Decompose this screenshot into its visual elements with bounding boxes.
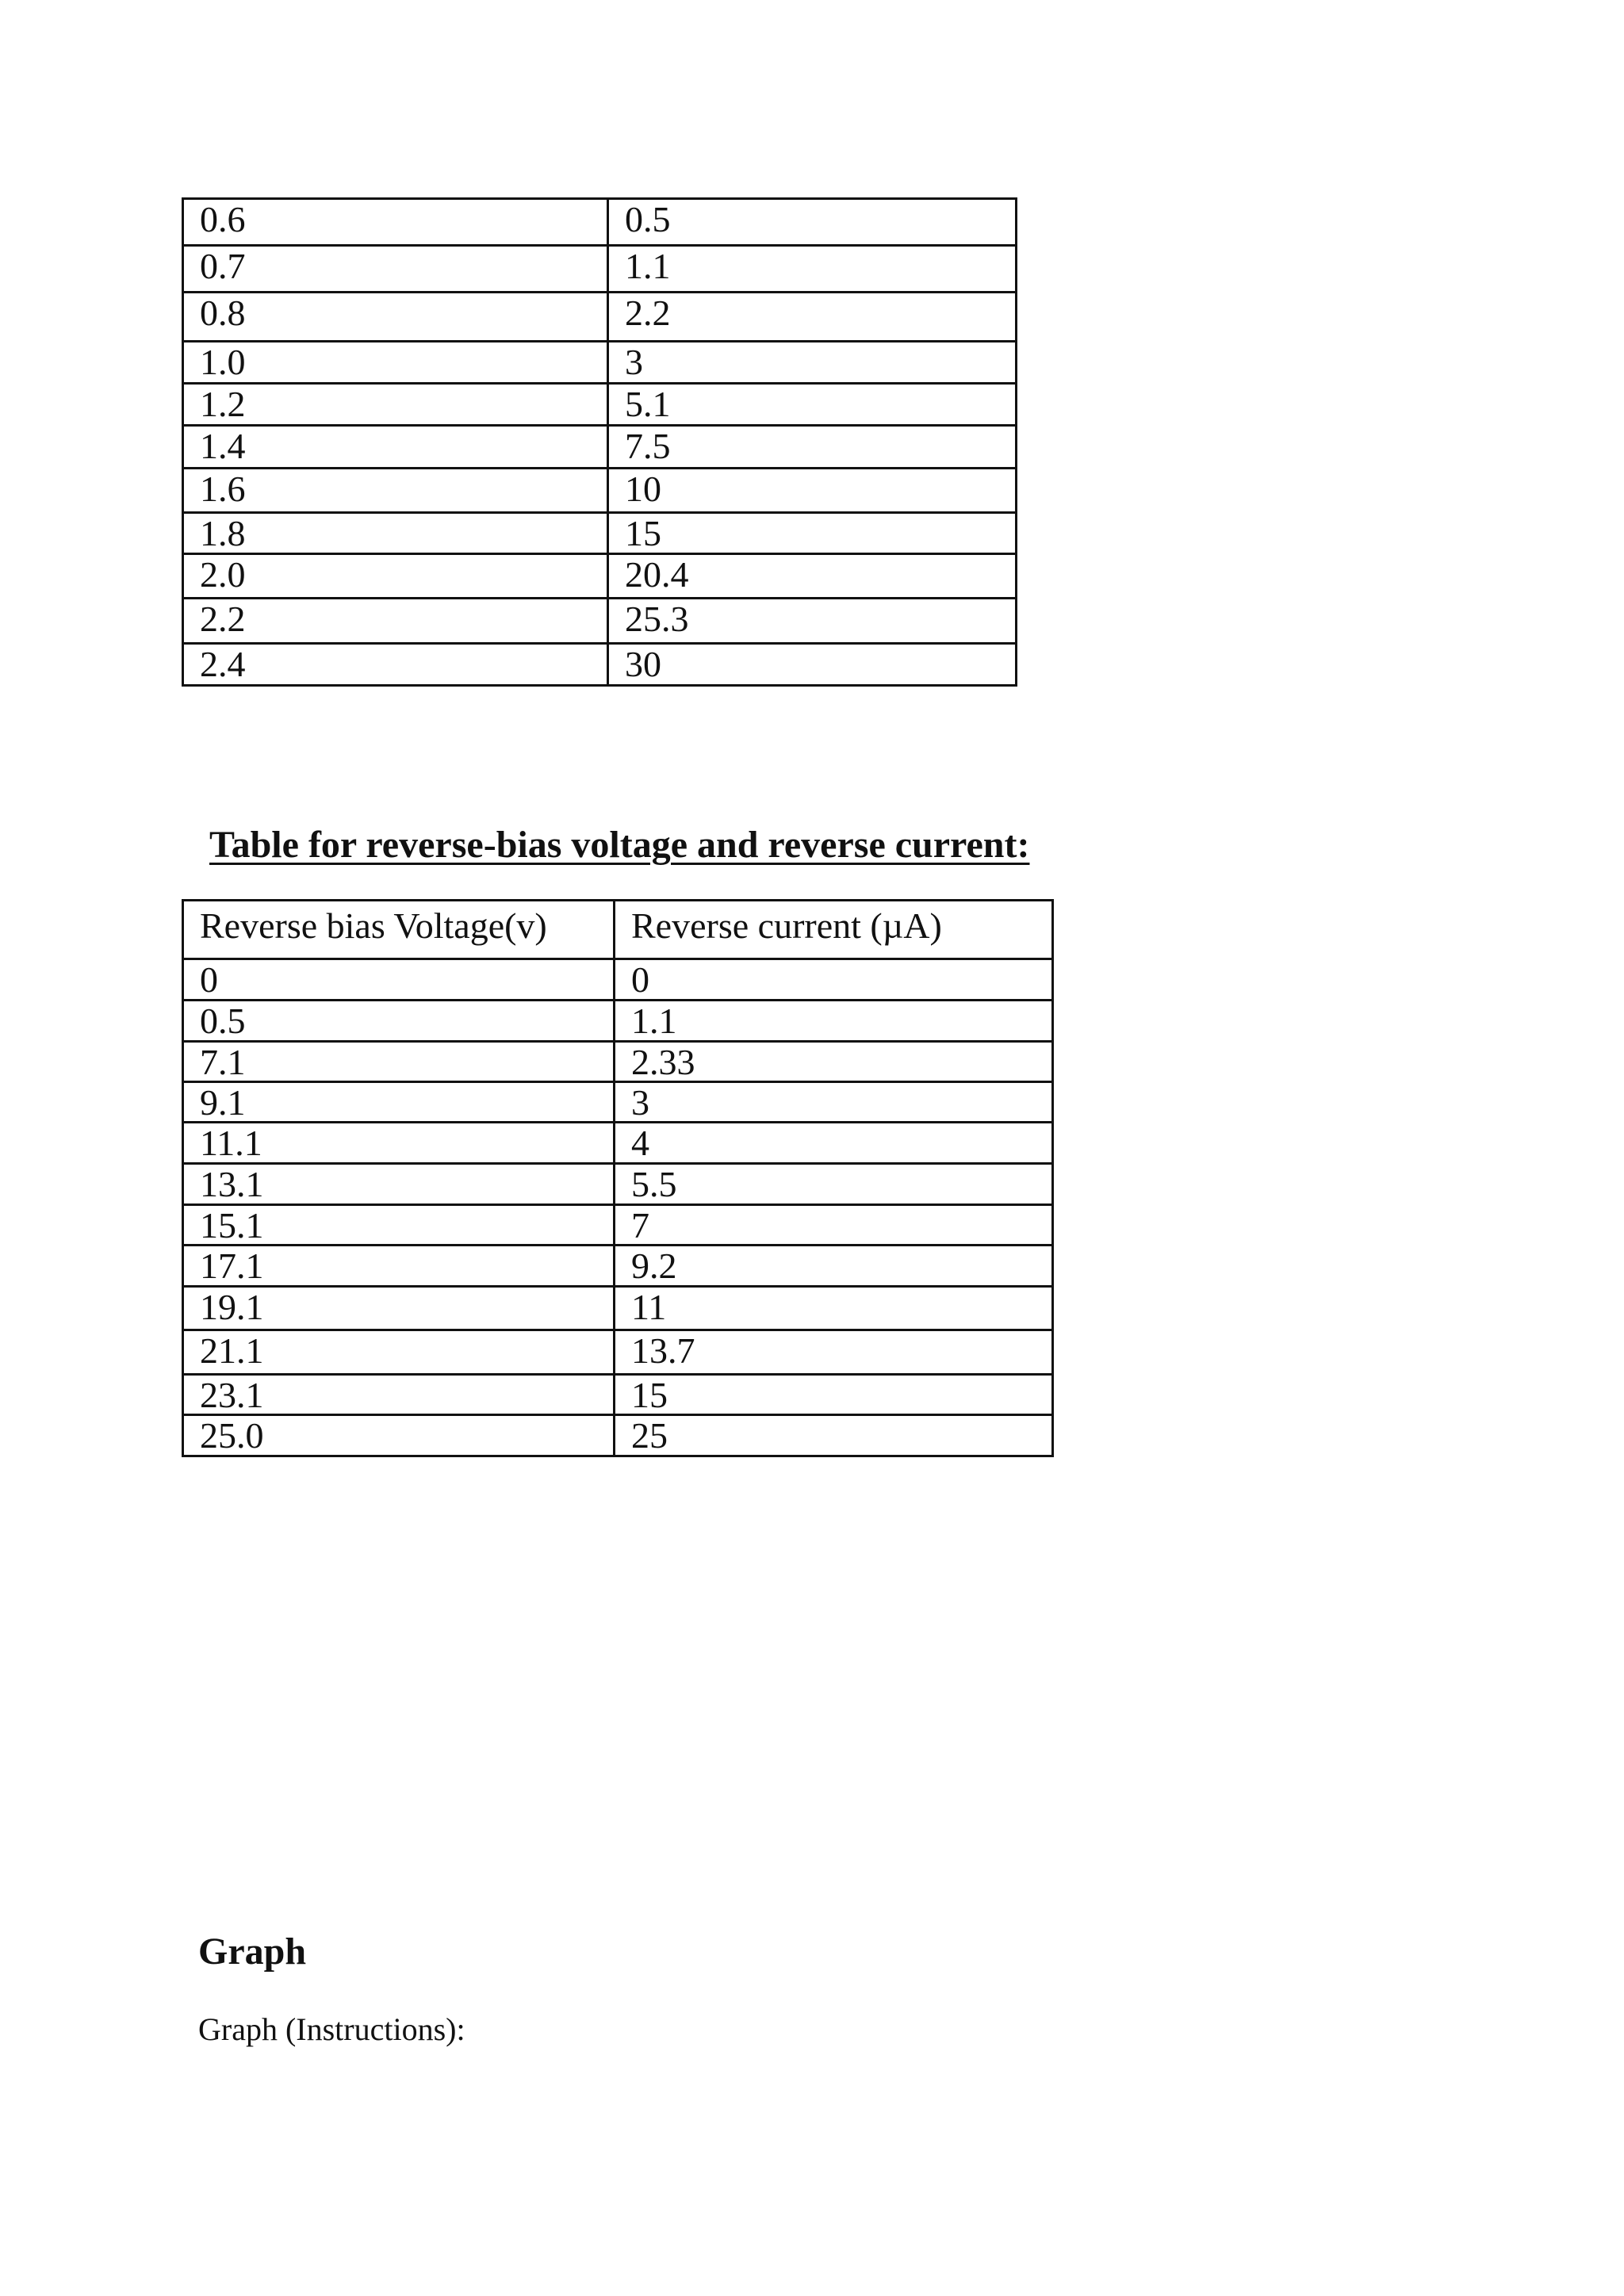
- cell-value: 1.1: [625, 246, 671, 286]
- header-cell-current: [615, 901, 1053, 959]
- cell-value: 5.1: [625, 384, 671, 424]
- table-row: [183, 246, 1017, 293]
- table-row: [183, 1123, 1053, 1164]
- current-cell: [615, 1042, 1053, 1082]
- current-cell: [608, 469, 1017, 513]
- cell-value: 2.33: [631, 1042, 695, 1082]
- table-row: [183, 554, 1017, 599]
- current-cell: [608, 199, 1017, 246]
- table-row: [183, 644, 1017, 686]
- cell-value: 0.8: [200, 293, 246, 333]
- forward-bias-table: [182, 197, 1017, 687]
- cell-value: 7: [631, 1205, 649, 1246]
- voltage-cell: [183, 246, 608, 293]
- cell-value: 11.1: [200, 1123, 262, 1163]
- cell-value: 15.1: [200, 1205, 264, 1246]
- voltage-cell: [183, 513, 608, 554]
- voltage-cell: [183, 1415, 615, 1456]
- cell-value: 2.4: [200, 644, 246, 684]
- current-cell: [615, 1001, 1053, 1042]
- cell-value: 1.4: [200, 426, 246, 466]
- cell-value: 9.2: [631, 1246, 677, 1286]
- reverse-table-header: [183, 901, 1053, 959]
- current-cell: [608, 342, 1017, 384]
- cell-value: 2.0: [200, 554, 246, 595]
- header-label: Reverse current (µA): [631, 905, 942, 946]
- voltage-cell: [183, 293, 608, 342]
- voltage-cell: [183, 1164, 615, 1205]
- cell-value: 2.2: [200, 599, 246, 639]
- reverse-bias-table: [182, 899, 1054, 1457]
- cell-value: 0: [200, 959, 218, 1000]
- current-cell: [608, 293, 1017, 342]
- cell-value: 15: [631, 1375, 668, 1415]
- voltage-cell: [183, 1082, 615, 1123]
- voltage-cell: [183, 1246, 615, 1287]
- table-row: [183, 1287, 1053, 1330]
- cell-value: 21.1: [200, 1330, 264, 1371]
- cell-value: 1.6: [200, 469, 246, 509]
- cell-value: 25.0: [200, 1415, 264, 1456]
- cell-value: 4: [631, 1123, 649, 1163]
- reverse-table-heading: Table for reverse-bias voltage and reverse current:: [209, 824, 1030, 866]
- graph-heading: Graph: [198, 1931, 307, 1973]
- voltage-cell: [183, 599, 608, 644]
- table-row: [183, 513, 1017, 554]
- current-cell: [615, 1123, 1053, 1164]
- cell-value: 23.1: [200, 1375, 264, 1415]
- current-cell: [615, 1287, 1053, 1330]
- cell-value: 7.5: [625, 426, 671, 466]
- header-cell-voltage: [183, 901, 615, 959]
- cell-value: 30: [625, 644, 661, 684]
- cell-value: 15: [625, 513, 661, 553]
- voltage-cell: [183, 1205, 615, 1246]
- cell-value: 25: [631, 1415, 668, 1456]
- current-cell: [608, 426, 1017, 469]
- cell-value: 10: [625, 469, 661, 509]
- cell-value: 17.1: [200, 1246, 264, 1286]
- table-row: [183, 959, 1053, 1001]
- voltage-cell: [183, 199, 608, 246]
- table-row: [183, 293, 1017, 342]
- table-row: [183, 1164, 1053, 1205]
- cell-value: 19.1: [200, 1287, 264, 1327]
- cell-value: 11: [631, 1287, 667, 1327]
- table-row: [183, 199, 1017, 246]
- voltage-cell: [183, 1042, 615, 1082]
- current-cell: [608, 644, 1017, 686]
- table-row: [183, 1205, 1053, 1246]
- cell-value: 25.3: [625, 599, 689, 639]
- table-row: [183, 1415, 1053, 1456]
- table-row: [183, 1330, 1053, 1375]
- header-label: Reverse bias Voltage(v): [200, 905, 547, 946]
- table-row: [183, 1042, 1053, 1082]
- voltage-cell: [183, 554, 608, 599]
- voltage-cell: [183, 469, 608, 513]
- cell-value: 5.5: [631, 1164, 677, 1204]
- current-cell: [615, 1082, 1053, 1123]
- voltage-cell: [183, 1330, 615, 1375]
- header-row: [183, 901, 1053, 959]
- graph-instructions: Graph (Instructions):: [198, 2011, 465, 2047]
- cell-value: 1.0: [200, 342, 246, 382]
- cell-value: 13.1: [200, 1164, 264, 1204]
- table-row: [183, 1001, 1053, 1042]
- table-row: [183, 599, 1017, 644]
- cell-value: 2.2: [625, 293, 671, 333]
- cell-value: 3: [625, 342, 643, 382]
- current-cell: [608, 246, 1017, 293]
- voltage-cell: [183, 1001, 615, 1042]
- cell-value: 20.4: [625, 554, 689, 595]
- cell-value: 0: [631, 959, 649, 1000]
- table-row: [183, 1082, 1053, 1123]
- table-row: [183, 342, 1017, 384]
- cell-value: 0.7: [200, 246, 246, 286]
- voltage-cell: [183, 384, 608, 426]
- cell-value: 9.1: [200, 1082, 246, 1123]
- current-cell: [615, 1415, 1053, 1456]
- forward-table-body: [183, 199, 1017, 686]
- current-cell: [615, 959, 1053, 1001]
- cell-value: 0.5: [200, 1001, 246, 1041]
- cell-value: 0.6: [200, 199, 246, 239]
- current-cell: [615, 1375, 1053, 1415]
- cell-value: 0.5: [625, 199, 671, 239]
- voltage-cell: [183, 1287, 615, 1330]
- current-cell: [615, 1330, 1053, 1375]
- current-cell: [608, 554, 1017, 599]
- current-cell: [615, 1246, 1053, 1287]
- voltage-cell: [183, 959, 615, 1001]
- current-cell: [608, 384, 1017, 426]
- reverse-table-body: [183, 959, 1053, 1456]
- current-cell: [608, 599, 1017, 644]
- voltage-cell: [183, 342, 608, 384]
- voltage-cell: [183, 1375, 615, 1415]
- current-cell: [615, 1205, 1053, 1246]
- table-row: [183, 1246, 1053, 1287]
- cell-value: 1.2: [200, 384, 246, 424]
- table-row: [183, 1375, 1053, 1415]
- cell-value: 1.8: [200, 513, 246, 553]
- cell-value: 13.7: [631, 1330, 695, 1371]
- table-row: [183, 384, 1017, 426]
- current-cell: [608, 513, 1017, 554]
- table-row: [183, 469, 1017, 513]
- voltage-cell: [183, 644, 608, 686]
- current-cell: [615, 1164, 1053, 1205]
- cell-value: 1.1: [631, 1001, 677, 1041]
- voltage-cell: [183, 426, 608, 469]
- cell-value: 3: [631, 1082, 649, 1123]
- table-row: [183, 426, 1017, 469]
- voltage-cell: [183, 1123, 615, 1164]
- cell-value: 7.1: [200, 1042, 246, 1082]
